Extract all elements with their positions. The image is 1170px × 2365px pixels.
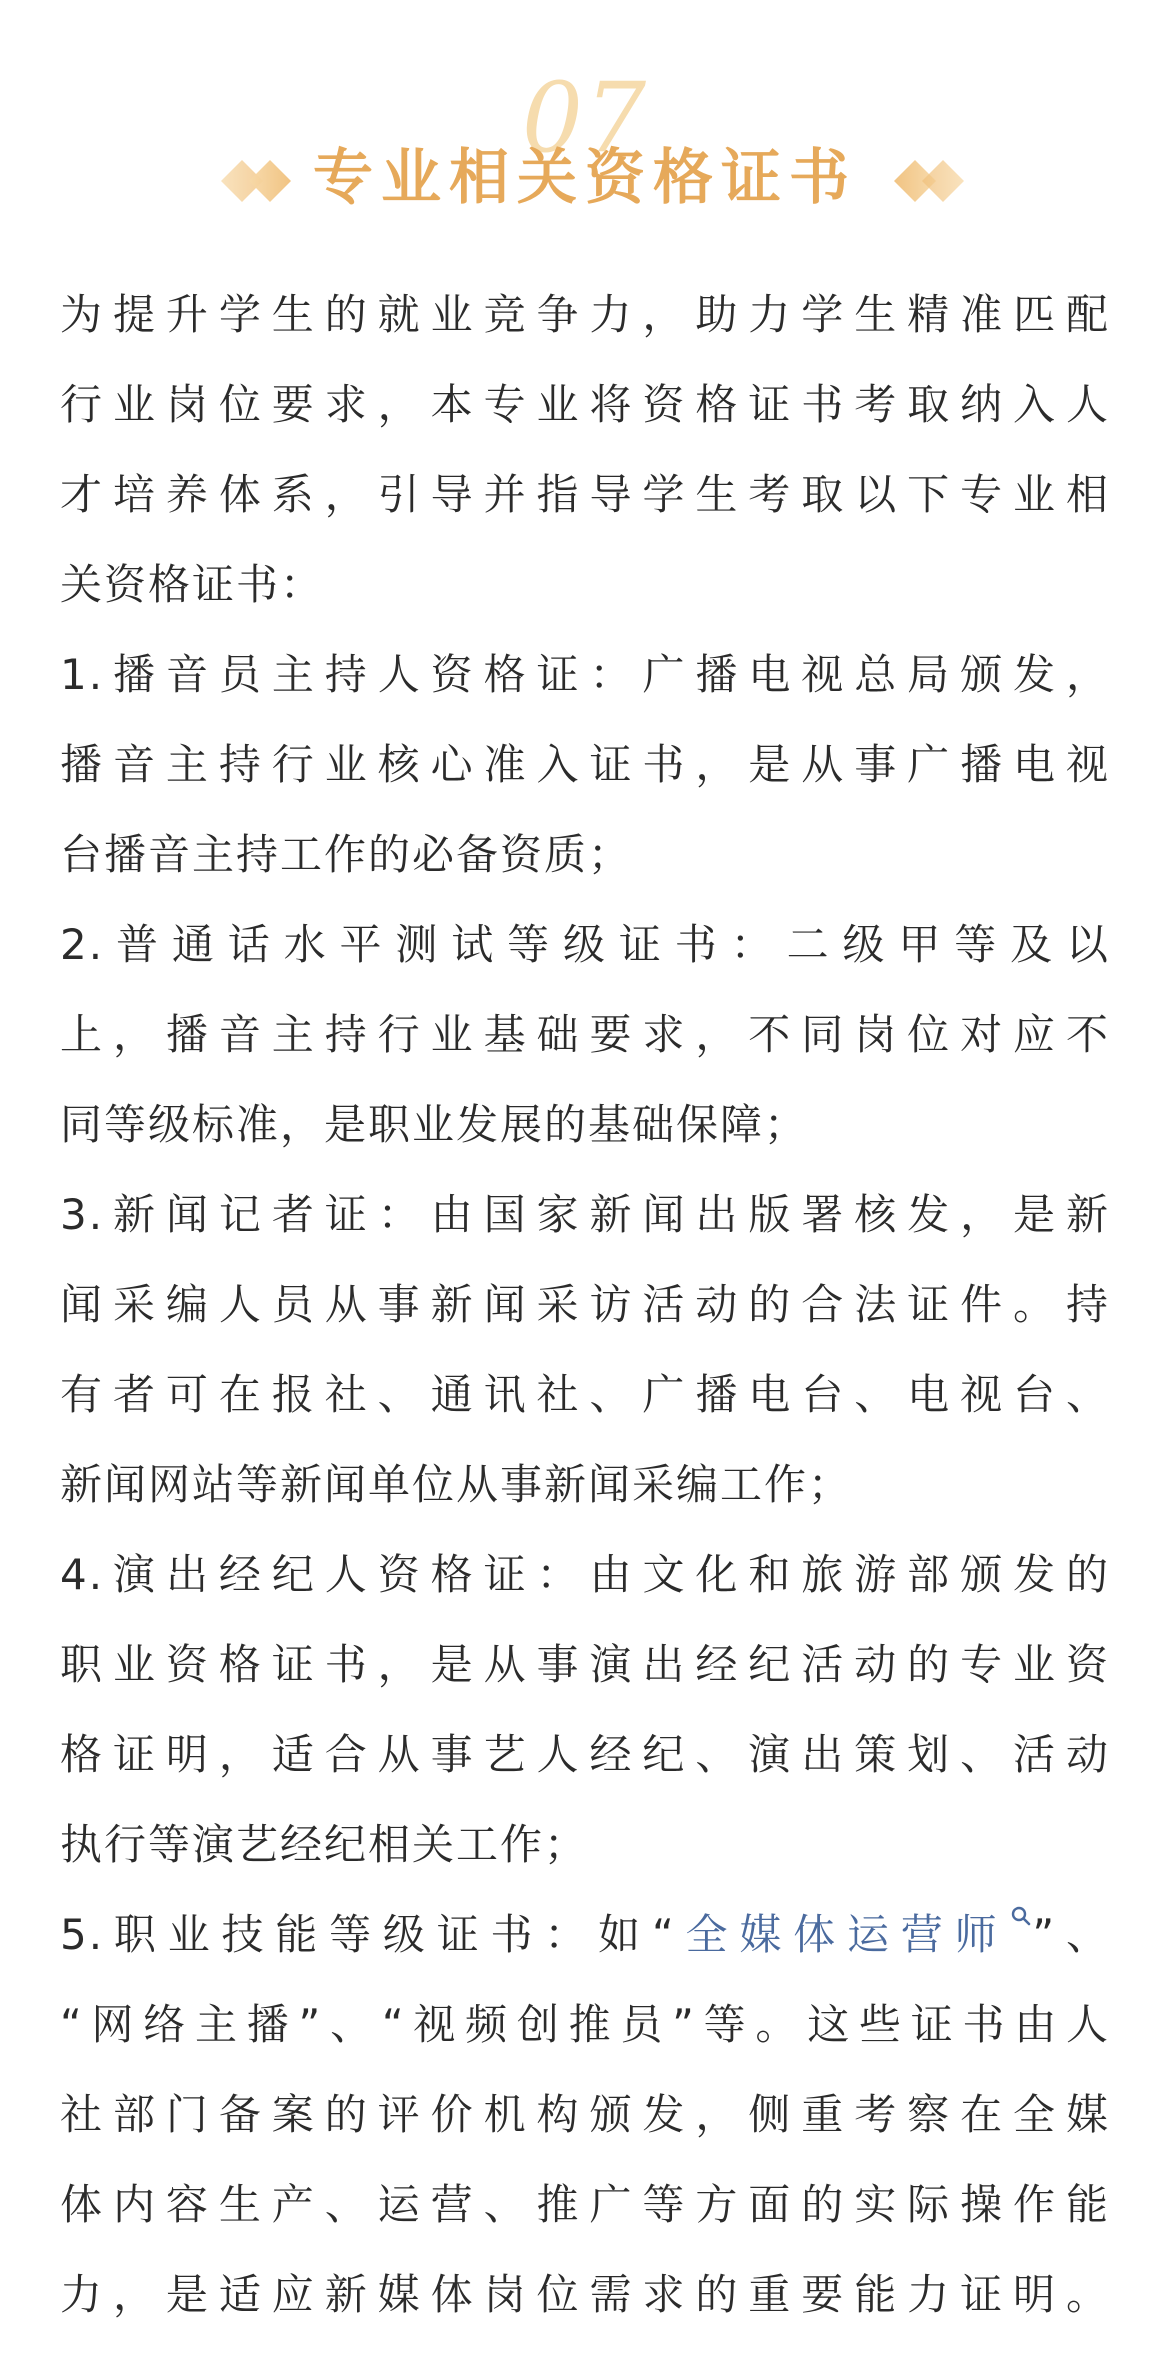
item3-line: 3.新闻记者证：由国家新闻出版署核发，是新: [60, 1190, 1110, 1239]
item4-line: 格证明，适合从事艺人经纪、演出策划、活动: [60, 1730, 1110, 1779]
item5-line: 社部门备案的评价机构颁发，侧重考察在全媒: [60, 2090, 1110, 2139]
intro-line: 为提升学生的就业竞争力，助力学生精准匹配: [60, 290, 1110, 339]
item2-line: 上，播音主持行业基础要求，不同岗位对应不: [60, 1010, 1110, 1059]
item5-prefix: 5.职业技能等级证书：如“: [60, 1910, 676, 1959]
item1-line: 播音主持行业核心准入证书，是从事广播电视: [60, 740, 1110, 789]
item1-line: 1.播音员主持人资格证：广播电视总局颁发，: [60, 650, 1110, 699]
item5-suffix: ”、: [1032, 1910, 1110, 1959]
item3-line: 闻采编人员从事新闻采访活动的合法证件。持: [60, 1280, 1110, 1329]
search-link-quanmeiti[interactable]: 全媒体运营师: [675, 1910, 1009, 1959]
item3-line: 有者可在报社、通讯社、广播电台、电视台、: [60, 1370, 1110, 1419]
section-header: [0, 60, 1170, 240]
item2-line: 2.普通话水平测试等级证书：二级甲等及以: [60, 920, 1110, 969]
item1-line: 台播音主持工作的必备资质；: [60, 830, 633, 879]
intro-line: 才培养体系，引导并指导学生考取以下专业相: [60, 470, 1110, 519]
section-number-watermark: 07: [521, 62, 649, 174]
certificate-description: [60, 270, 1110, 2340]
item4-line: 执行等演艺经纪相关工作；: [60, 1820, 589, 1869]
section-title: 专业相关资格证书: [313, 143, 857, 213]
intro-line: 行业岗位要求，本专业将资格证书考取纳入人: [60, 380, 1110, 429]
item4-line: 职业资格证书，是从事演出经纪活动的专业资: [60, 1640, 1110, 1689]
item5-line: 体内容生产、运营、推广等方面的实际操作能: [60, 2180, 1110, 2229]
item5-line: [60, 1890, 1110, 1980]
search-icon[interactable]: [1010, 1905, 1032, 1927]
intro-line: 关资格证书：: [60, 560, 325, 609]
item5-line: 力，是适应新媒体岗位需求的重要能力证明。: [60, 2270, 1110, 2319]
item4-line: 4.演出经纪人资格证：由文化和旅游部颁发的: [60, 1550, 1110, 1599]
double-diamond-right-icon: [880, 154, 970, 208]
item5-line: “网络主播”、“视频创推员”等。这些证书由人: [60, 2000, 1110, 2049]
item2-line: 同等级标准，是职业发展的基础保障；: [60, 1100, 809, 1149]
item3-line: 新闻网站等新闻单位从事新闻采编工作；: [60, 1460, 853, 1509]
